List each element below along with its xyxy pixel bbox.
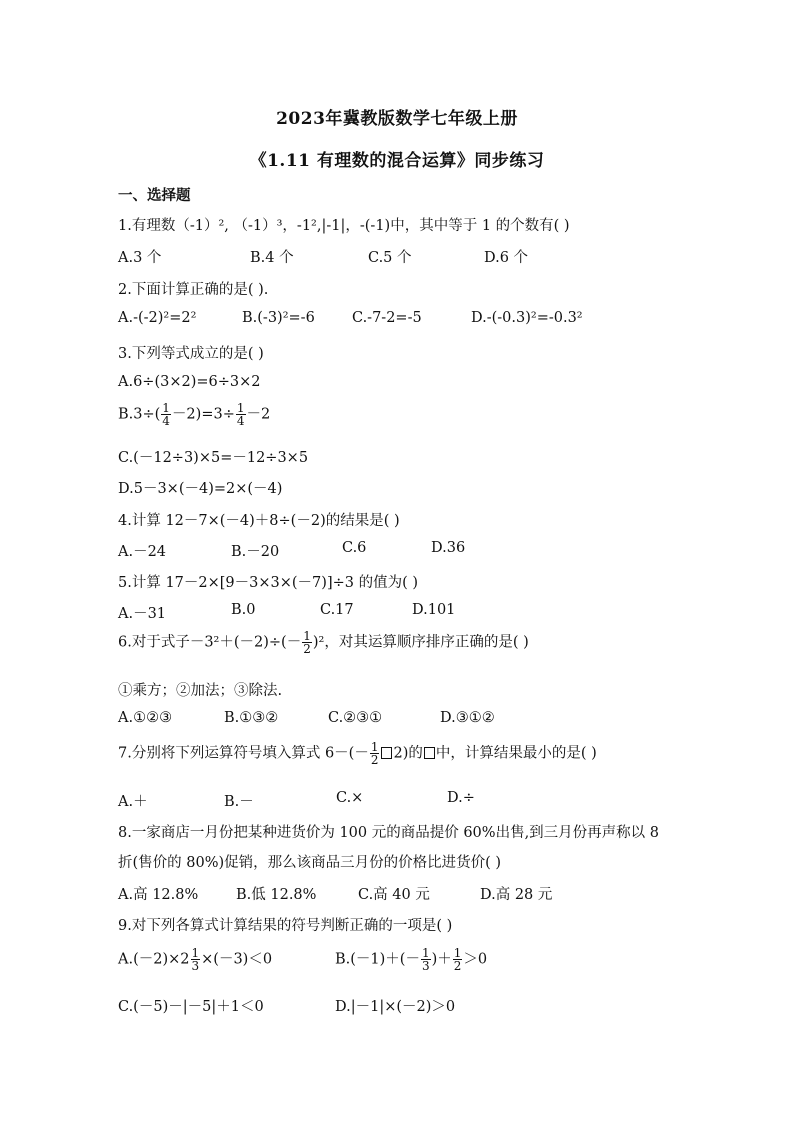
question-6-option-c: C.②③①: [328, 710, 383, 726]
question-2-option-b: B.(-3)²=-6: [242, 310, 315, 326]
fraction: $\frac{1}{2}$: [303, 629, 311, 656]
section-heading: 一、选择题: [118, 187, 191, 204]
question-6-option-d: D.③①②: [440, 710, 495, 726]
question-6-stem: 6.对于式子－3²＋(－2)÷(－ $\frac{1}{2}$ )²，对其运算顺序排序正确的是( ): [118, 629, 529, 656]
question-5-option-d: D.101: [412, 602, 456, 618]
question-1-option-a: A.3 个: [118, 250, 162, 266]
question-3-stem: 3.下列等式成立的是( ): [118, 346, 264, 362]
blank-box: [424, 747, 435, 759]
document-title: 2023年冀教版数学七年级上册: [276, 109, 518, 129]
question-1-option-b: B.4 个: [250, 250, 294, 266]
question-9-option-a: A.(－2)×2 $\frac{1}{3}$ ×(－3)＜0: [118, 946, 273, 973]
question-4-option-c: C.6: [342, 540, 367, 556]
question-3-option-c: C.(－12÷3)×5=－12÷3×5: [118, 450, 309, 466]
question-8-option-b: B.低 12.8%: [236, 887, 317, 903]
question-8-option-a: A.高 12.8%: [118, 887, 199, 903]
question-5-option-c: C.17: [320, 602, 354, 618]
question-9-option-d: D.|－1|×(－2)＞0: [335, 999, 456, 1015]
question-2-option-a: A.-(-2)²=2²: [118, 310, 197, 326]
fraction: $\frac{1}{2}$: [370, 740, 379, 767]
question-2-stem: 2.下面计算正确的是( ).: [118, 282, 269, 298]
question-3-option-d: D.5－3×(－4)=2×(－4): [118, 481, 283, 497]
question-9-option-c: C.(－5)－|－5|＋1＜0: [118, 999, 264, 1015]
question-2-option-d: D.-(-0.3)²=-0.3²: [471, 310, 583, 326]
fraction: $\frac{1}{4}$: [162, 401, 170, 428]
question-9-option-b: B.(－1)＋(－ $\frac{1}{3}$ )＋ $\frac{1}{2}$ ＞0: [335, 946, 488, 973]
question-8-option-c: C.高 40 元: [358, 887, 430, 903]
question-1-stem: 1.有理数（-1）², （-1）³，-1²,|-1|，-(-1)中，其中等于 1 的个数有( ): [118, 218, 570, 234]
question-8-stem-line-2: 折(售价的 80%)促销，那么该商品三月份的价格比进货价( ): [118, 855, 502, 871]
question-1-option-c: C.5 个: [368, 250, 412, 266]
document-subtitle: 《1.11 有理数的混合运算》同步练习: [249, 151, 545, 171]
blank-box: [381, 747, 392, 759]
question-5-option-b: B.0: [231, 602, 256, 618]
question-4-option-a: A.－24: [118, 544, 167, 560]
question-4-stem: 4.计算 12－7×(－4)＋8÷(－2)的结果是( ): [118, 513, 400, 529]
question-5-option-a: A.－31: [118, 606, 167, 622]
fraction: $\frac{1}{3}$: [421, 946, 430, 973]
question-6-option-a: A.①②③: [118, 710, 173, 726]
question-7-option-d: D.÷: [447, 790, 475, 806]
question-9-stem: 9.对下列各算式计算结果的符号判断正确的一项是( ): [118, 918, 453, 934]
question-2-option-c: C.-7-2=-5: [352, 310, 422, 326]
question-8-option-d: D.高 28 元: [480, 887, 553, 903]
question-1-option-d: D.6 个: [484, 250, 529, 266]
fraction: $\frac{1}{3}$: [191, 946, 200, 973]
question-4-option-d: D.36: [431, 540, 466, 556]
question-7-stem: 7.分别将下列运算符号填入算式 6－(－ $\frac{1}{2}$ 2)的 中，计算结果最小的是( ): [118, 740, 597, 767]
question-7-option-c: C.×: [336, 790, 364, 806]
question-8-stem-line-1: 8.一家商店一月份把某种进货价为 100 元的商品提价 60%出售,到三月份再声称以 8: [118, 825, 660, 841]
question-6-option-b: B.①③②: [224, 710, 279, 726]
question-3-option-a: A.6÷(3×2)=6÷3×2: [118, 374, 261, 390]
question-7-option-a: A.＋: [118, 794, 148, 810]
fraction: $\frac{1}{2}$: [453, 946, 462, 973]
fraction: $\frac{1}{4}$: [236, 401, 245, 428]
question-4-option-b: B.－20: [231, 544, 280, 560]
question-6-note: ①乘方；②加法；③除法.: [118, 683, 283, 699]
question-5-stem: 5.计算 17－2×[9－3×3×(－7)]÷3 的值为( ): [118, 575, 419, 591]
question-3-option-b: B.3÷( $\frac{1}{4}$ －2)=3÷ $\frac{1}{4}$ －2: [118, 401, 271, 428]
question-7-option-b: B.－: [224, 794, 254, 810]
